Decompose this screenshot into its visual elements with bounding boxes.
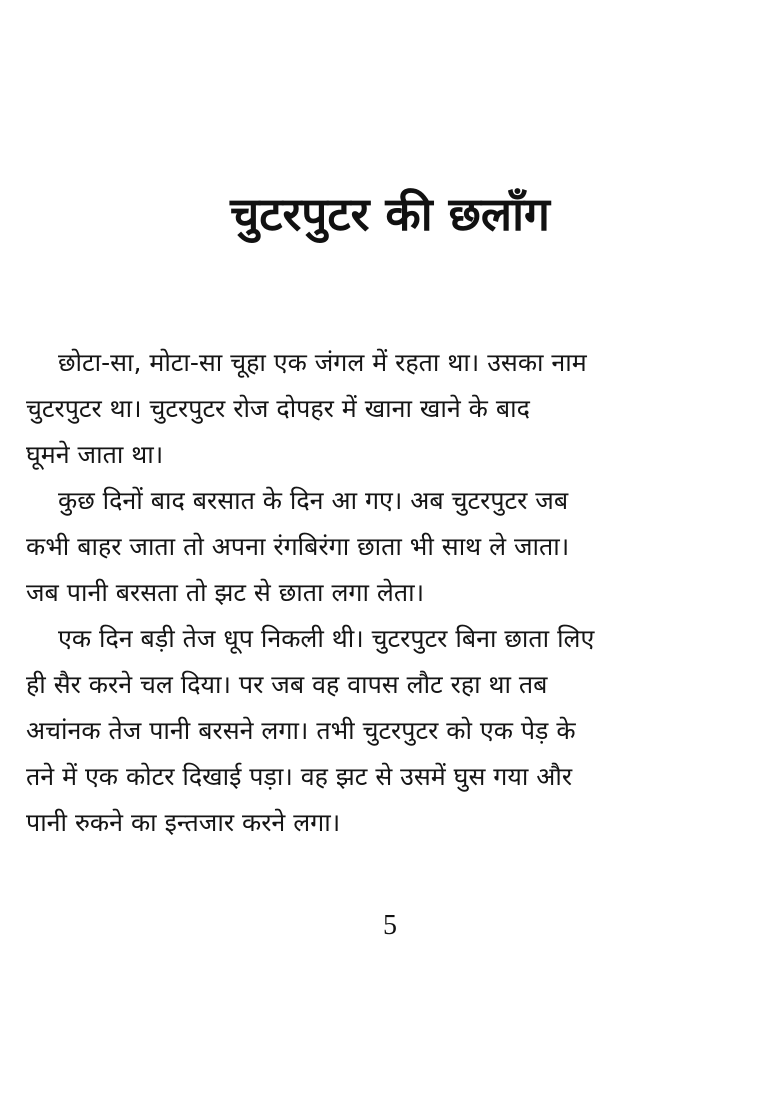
text-line: कुछ दिनों बाद बरसात के दिन आ गए। अब चुटरपुटर जब — [58, 486, 569, 515]
text-line: एक दिन बड़ी तेज धूप निकली थी। चुटरपुटर बिना छाता लिए — [58, 624, 595, 653]
story-title: चुटरपुटर की छलाँग — [230, 187, 550, 241]
text-line: पानी रुकने का इन्तजार करने लगा। — [26, 808, 341, 837]
text-line: छोटा-सा, मोटा-सा चूहा एक जंगल में रहता था। उसका नाम — [58, 348, 587, 377]
text-line: कभी बाहर जाता तो अपना रंगबिरंगा छाता भी साथ ले जाता। — [26, 532, 570, 561]
text-line: जब पानी बरसता तो झट से छाता लगा लेता। — [26, 578, 425, 607]
page-number: 5 — [383, 910, 397, 941]
story-body — [26, 340, 756, 846]
text-line: तने में एक कोटर दिखाई पड़ा। वह झट से उसमें घुस गया और — [26, 762, 573, 791]
text-line: घूमने जाता था। — [26, 440, 164, 469]
text-line: ही सैर करने चल दिया। पर जब वह वापस लौट रहा था तब — [26, 670, 548, 699]
text-line: अचांनक तेज पानी बरसने लगा। तभी चुटरपुटर को एक पेड़ के — [26, 716, 576, 745]
text-line: चुटरपुटर था। चुटरपुटर रोज दोपहर में खाना खाने के बाद — [26, 394, 530, 423]
